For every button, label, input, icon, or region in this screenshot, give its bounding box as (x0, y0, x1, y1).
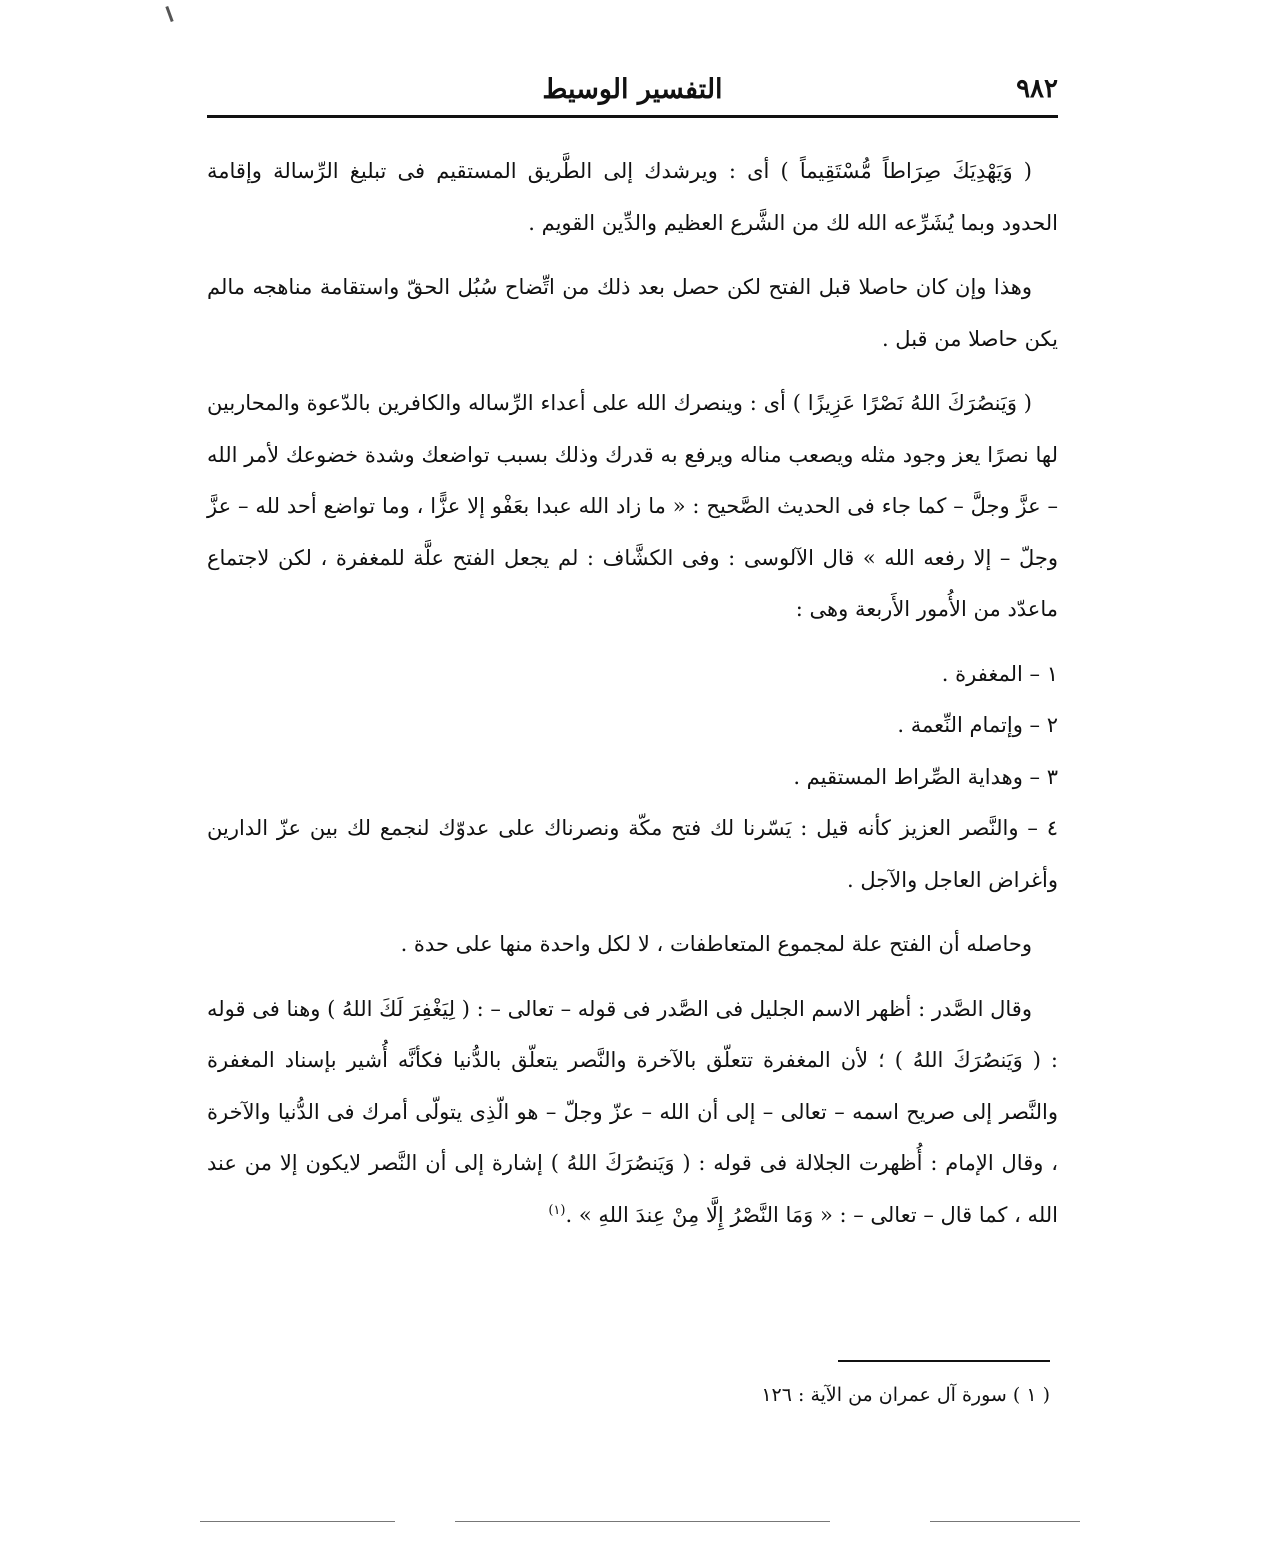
list-item: ٣ – وهداية الصِّراط المستقيم . (793, 764, 1058, 789)
page-header (207, 66, 1058, 116)
footnote-reference: (١) (548, 1202, 566, 1218)
numbered-list (207, 649, 1058, 907)
scan-edge-line (455, 1521, 830, 1522)
list-item: ١ – المغفرة . (941, 661, 1058, 686)
paragraph-1: ( وَيَهْدِيَكَ صِرَاطاً مُّسْتَقِيماً ) أى : ويرشدك إلى الطَّريق المستقيم فى تبليغ الرِّسالة وإقامة الحدود وبما يُشَرِّعه الله لك من الشَّرع العظيم والدِّين القويم . (207, 159, 1058, 235)
footnote: ( ١ ) سورة آل عمران من الآية : ١٢٦ (761, 1384, 1050, 1406)
paragraph-3: ( وَيَنصُرَكَ اللهُ نَصْرًا عَزِيزًا ) أى : وينصرك الله على أعداء الرِّساله والكافرين بالدّعوة والمحاربين لها نصرًا يعز وجود مثله ويصعب مناله ويرفع به قدرك وذلك بسبب تواضعك وشدة خضوعك لأمر الله – عزَّ وجلَّ – كما جاء فى الحديث الصَّحيح : « ما زاد الله عبدا بعَفْو إلا عزًّا ، وما تواضع أحد لله – عزَّ وجلّ – إلا رفعه الله » قال الآلوسى : وفى الكشَّاف : لم يجعل الفتح علَّة للمغفرة ، لكن لاجتماع ماعدّد من الأُمور الأَربعة وهى : (207, 391, 1058, 621)
running-title: التفسير الوسيط (542, 74, 723, 105)
list-item: ٢ – وإتمام النِّعمة . (897, 713, 1058, 737)
paragraph-5-text: وقال الصَّدر : أظهر الاسم الجليل فى الصَّدر فى قوله – تعالى – : ( لِيَغْفِرَ لَكَ اللهُ ) وهنا فى قوله : ( وَيَنصُرَكَ اللهُ ) ؛ لأن المغفرة تتعلّق بالآخرة والنَّصر يتعلّق بالدُّنيا فكأنَّه أُشير بإسناد المغفرة والنَّصر إلى صريح اسمه – تعالى – إلى أن الله – عزّ وجلّ – هو الّذِى يتولّى أمرك فى الدُّنيا والآخرة ، وقال الإمام : أُظهرت الجلالة فى قوله : ( وَيَنصُرَكَ اللهُ ) إشارة إلى أن النَّصر لايكون إلا من عند الله ، كما قال – تعالى – : « وَمَا النَّصْرُ إِلَّا مِنْ عِندَ اللهِ » . (207, 996, 1058, 1227)
main-text (207, 146, 1058, 1254)
paragraph-5 (207, 984, 1058, 1242)
paragraph-4: وحاصله أن الفتح علة لمجموع المتعاطفات ، لا لكل واحدة منها على حدة . (400, 932, 1032, 956)
paragraph-2: وهذا وإن كان حاصلا قبل الفتح لكن حصل بعد ذلك من اتِّضاح سُبُل الحقّ واستقامة مناهجه مالم يكن حاصلا من قبل . (207, 275, 1058, 351)
page-number: ٩٨٢ (1016, 74, 1058, 104)
list-item: ٤ – والنَّصر العزيز كأنه قيل : يَسّرنا لك فتح مكّة ونصرناك على عدوّك لنجمع لك بين عزّ الدارين وأغراض العاجل والآجل . (207, 816, 1058, 892)
scan-edge-line (200, 1521, 395, 1522)
header-rule (207, 115, 1058, 118)
footnote-rule (838, 1360, 1050, 1362)
scan-artifact-mark (165, 6, 173, 22)
scan-edge-line (930, 1521, 1080, 1522)
